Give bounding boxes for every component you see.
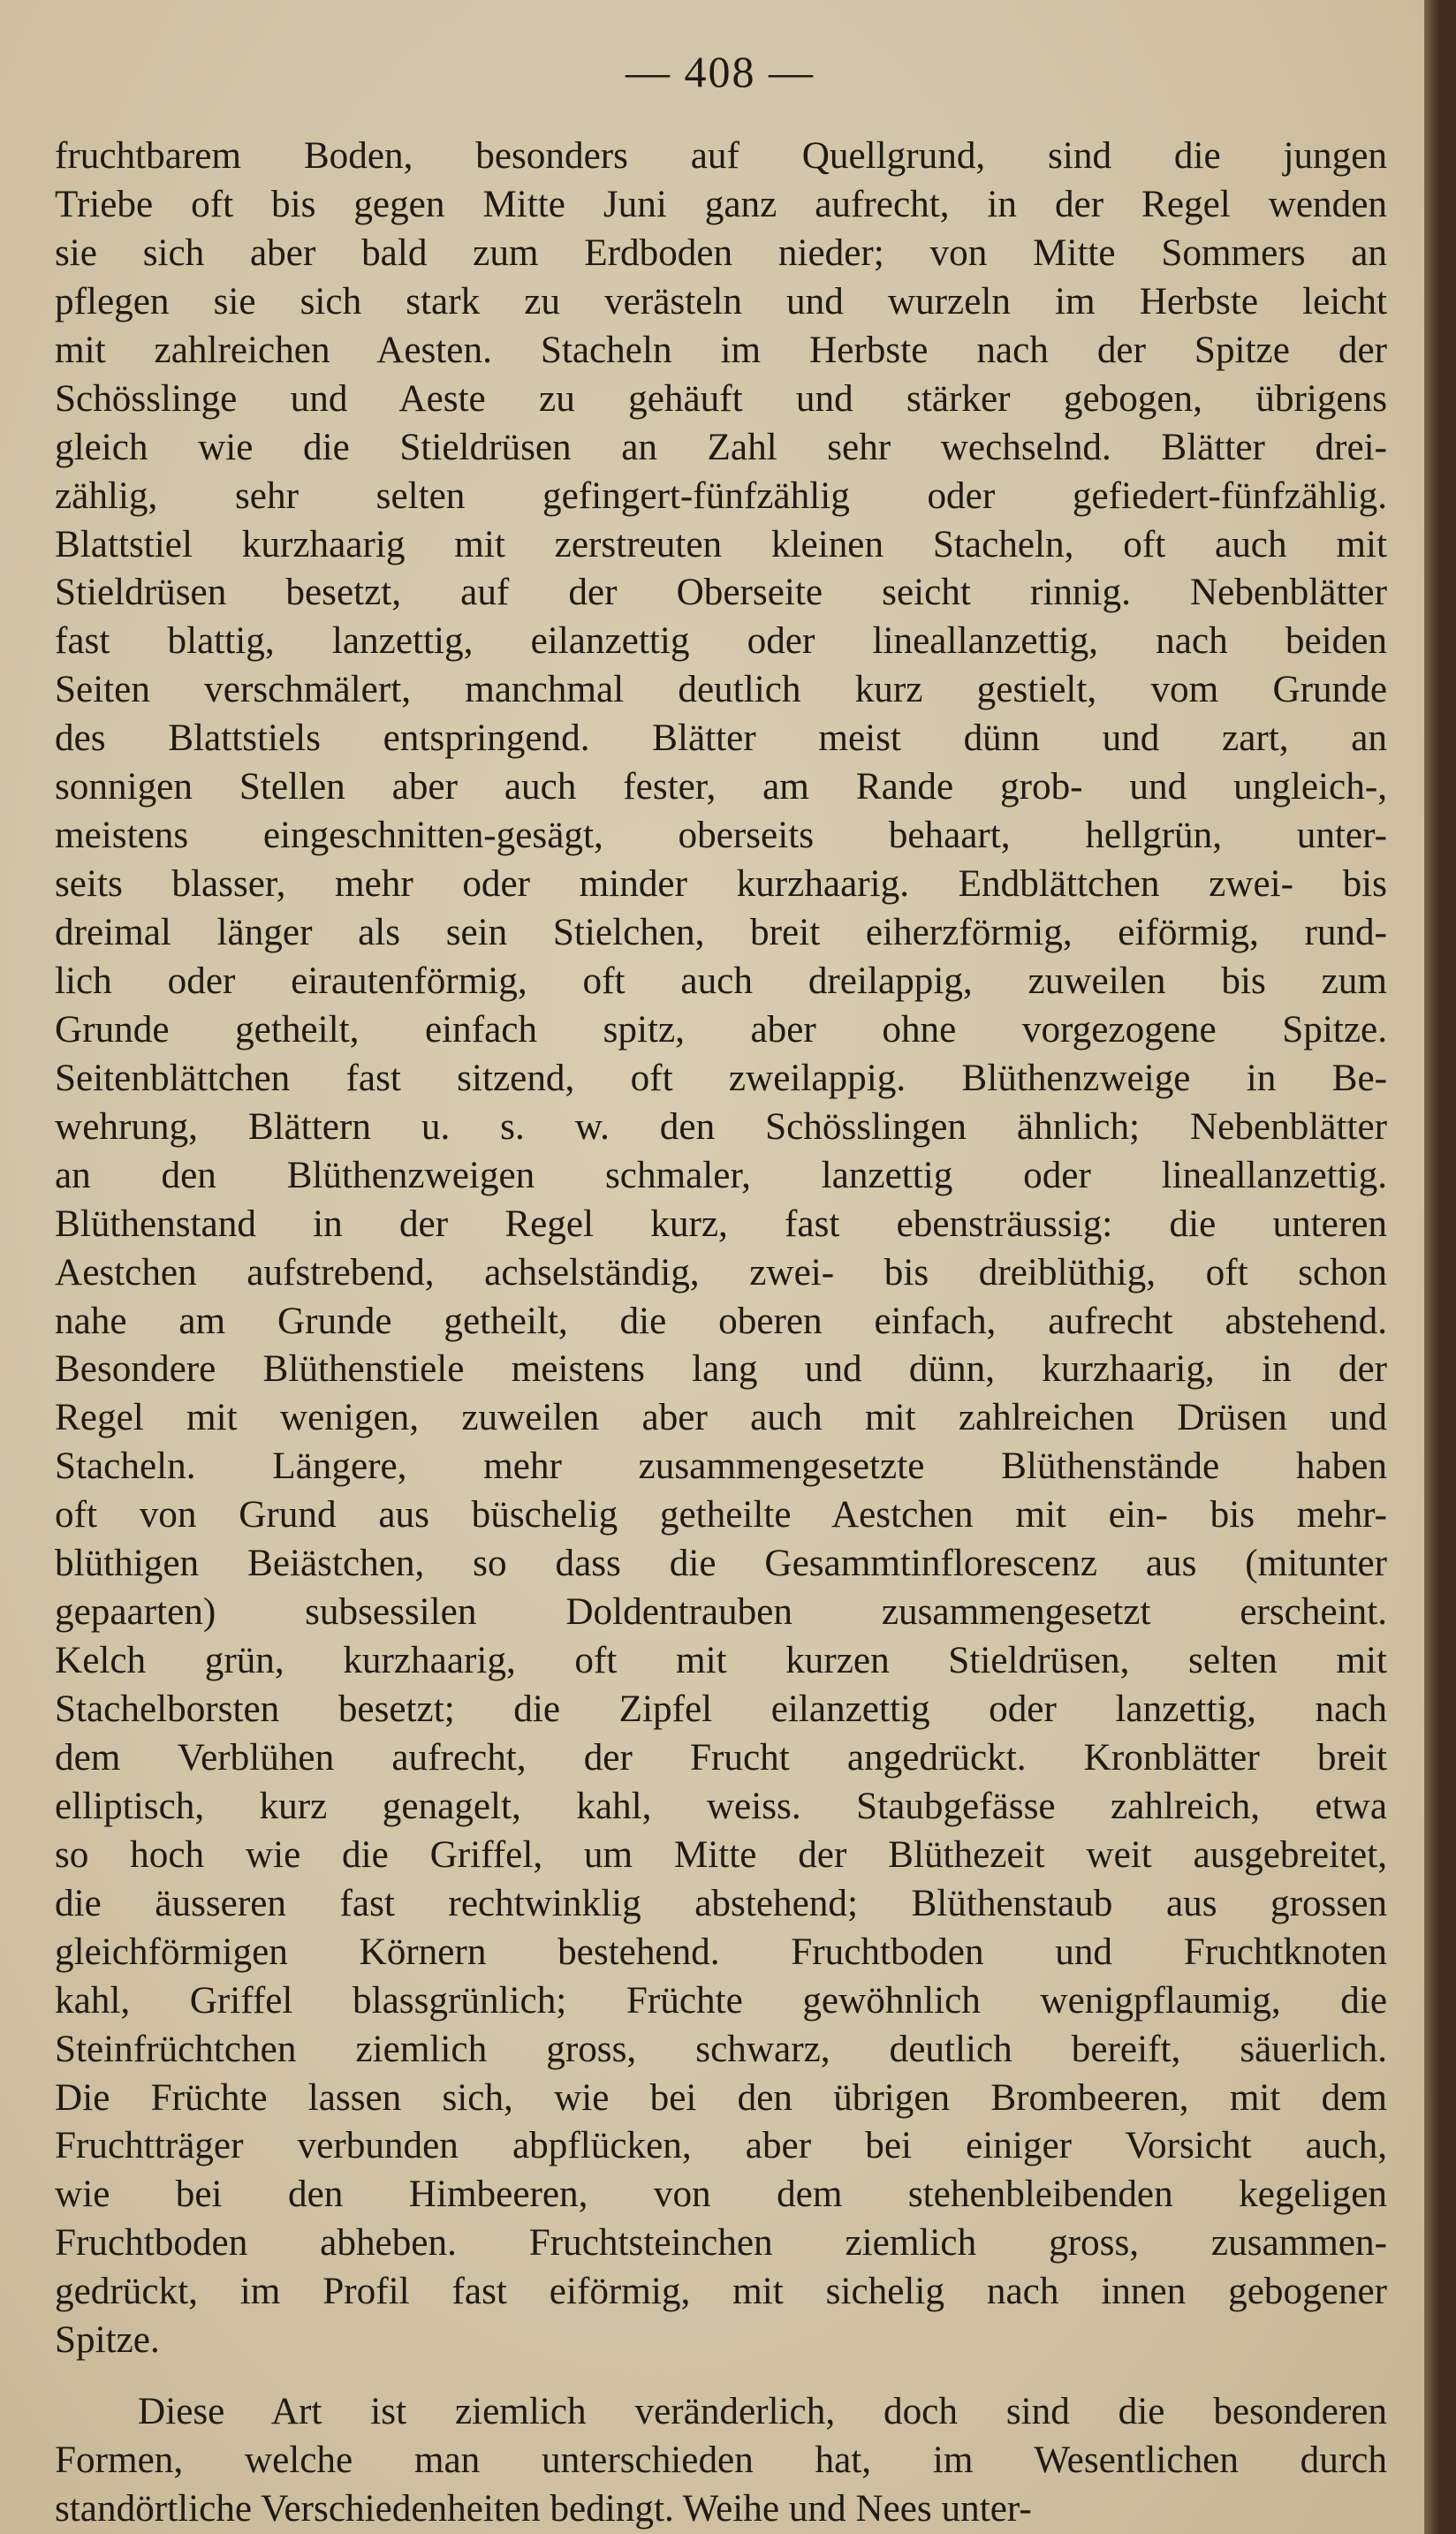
text-line: Stachelborsten besetzt; die Zipfel eilanzettig oder lanzettig, nach — [55, 1688, 1387, 1730]
text-line: gepaarten) subsessilen Doldentrauben zusammengesetzt erscheint. — [55, 1591, 1387, 1634]
text-line: zählig, sehr selten gefingert-fünfzählig oder gefiedert-fünfzählig. — [55, 474, 1387, 517]
text-line: gedrückt, im Profil fast eiförmig, mit sichelig nach innen gebogener — [55, 2271, 1387, 2313]
text-line: gleichförmigen Körnern bestehend. Fruchtboden und Fruchtknoten — [55, 1931, 1387, 1973]
text-line: Aestchen aufstrebend, achselständig, zwei- bis dreiblüthig, oft schon — [55, 1251, 1387, 1294]
text-line: standörtliche Verschiedenheiten bedingt. Weihe und Nees unter- — [55, 2488, 1032, 2530]
text-line: seits blasser, mehr oder minder kurzhaarig. Endblättchen zwei- bis — [55, 863, 1387, 906]
page-number: — 408 — — [626, 47, 815, 96]
text-line: Besondere Blüthenstiele meistens lang und dünn, kurzhaarig, in der — [55, 1348, 1387, 1391]
text-line: Spitze. — [55, 2319, 160, 2362]
text-line: Seiten verschmälert, manchmal deutlich kurz gestielt, vom Grunde — [55, 669, 1387, 711]
text-line: Fruchtträger verbunden abpflücken, aber bei einiger Vorsicht auch, — [55, 2125, 1387, 2167]
text-line: Steinfrüchtchen ziemlich gross, schwarz, deutlich bereift, säuerlich. — [55, 2028, 1387, 2070]
text-line: Blüthenstand in der Regel kurz, fast ebensträussig: die unteren — [55, 1203, 1387, 1245]
text-line: Kelch grün, kurzhaarig, oft mit kurzen Stieldrüsen, selten mit — [55, 1640, 1387, 1682]
text-line: an den Blüthenzweigen schmaler, lanzettig oder lineallanzettig. — [55, 1154, 1387, 1196]
body-text — [55, 133, 1387, 2534]
text-line: des Blattstiels entspringend. Blätter meist dünn und zart, an — [55, 717, 1387, 760]
text-line: dreimal länger als sein Stielchen, breit eiherzförmig, eiförmig, rund- — [55, 912, 1387, 953]
text-line: pflegen sie sich stark zu verästeln und wurzeln im Herbste leicht — [55, 280, 1387, 322]
text-line: nahe am Grunde getheilt, die oberen einfach, aufrecht abstehend. — [55, 1300, 1387, 1342]
text-line: Blattstiel kurzhaarig mit zerstreuten kleinen Stacheln, oft auch mit — [55, 523, 1387, 565]
text-line: meistens eingeschnitten-gesägt, oberseits behaart, hellgrün, unter- — [55, 815, 1387, 857]
text-line: wie bei den Himbeeren, von dem stehenbleibenden kegeligen — [55, 2174, 1387, 2216]
text-line: dem Verblühen aufrecht, der Frucht angedrückt. Kronblätter breit — [55, 1736, 1387, 1779]
text-line: sonnigen Stellen aber auch fester, am Rande grob- und ungleich-, — [55, 766, 1387, 808]
paragraph-description — [55, 133, 1387, 2365]
text-line: Stacheln. Längere, mehr zusammengesetzte Blüthenstände haben — [55, 1445, 1387, 1488]
paragraph-variability — [55, 2388, 1387, 2534]
text-line: kahl, Griffel blassgrünlich; Früchte gewöhnlich wenigpflaumig, die — [55, 1979, 1387, 2022]
text-line: Seitenblättchen fast sitzend, oft zweilappig. Blüthenzweige in Be- — [55, 1057, 1387, 1099]
text-line: fast blattig, lanzettig, eilanzettig oder lineallanzettig, nach beiden — [55, 620, 1387, 663]
text-line: oft von Grund aus büschelig getheilte Aestchen mit ein- bis mehr- — [55, 1494, 1387, 1536]
text-line: Grunde getheilt, einfach spitz, aber ohne vorgezogene Spitze. — [55, 1008, 1387, 1051]
text-line: lich oder eirautenförmig, oft auch dreilappig, zuweilen bis zum — [55, 960, 1387, 1002]
text-line: Triebe oft bis gegen Mitte Juni ganz aufrecht, in der Regel wenden — [55, 183, 1387, 225]
text-line: die äusseren fast rechtwinklig abstehend; Blüthenstaub aus grossen — [55, 1882, 1387, 1924]
text-line: elliptisch, kurz genagelt, kahl, weiss. Staubgefässe zahlreich, etwa — [55, 1785, 1387, 1827]
text-line: mit zahlreichen Aesten. Stacheln im Herbste nach der Spitze der — [55, 329, 1387, 371]
text-line: blüthigen Beiästchen, so dass die Gesammtinflorescenz aus (mitunter — [55, 1543, 1387, 1585]
text-line: Diese Art ist ziemlich veränderlich, doch sind die besonderen — [138, 2391, 1387, 2433]
text-line: Stieldrüsen besetzt, auf der Oberseite seicht rinnig. Nebenblätter — [55, 572, 1387, 614]
text-line: fruchtbarem Boden, besonders auf Quellgrund, sind die jungen — [55, 135, 1387, 177]
text-line: Schösslinge und Aeste zu gehäuft und stärker gebogen, übrigens — [55, 377, 1387, 420]
text-line: Die Früchte lassen sich, wie bei den übrigen Brombeeren, mit dem — [55, 2076, 1387, 2119]
text-line: wehrung, Blättern u. s. w. den Schösslingen ähnlich; Nebenblätter — [55, 1105, 1387, 1148]
text-line: Fruchtboden abheben. Fruchtsteinchen ziemlich gross, zusammen- — [55, 2222, 1387, 2265]
text-line: sie sich aber bald zum Erdboden nieder; von Mitte Sommers an — [55, 231, 1387, 274]
text-line: so hoch wie die Griffel, um Mitte der Blüthezeit weit ausgebreitet, — [55, 1833, 1387, 1876]
text-line: Regel mit wenigen, zuweilen aber auch mit zahlreichen Drüsen und — [55, 1397, 1387, 1439]
page-edge-shadow — [1424, 0, 1440, 2534]
text-line: Formen, welche man unterschieden hat, im Wesentlichen durch — [55, 2439, 1387, 2482]
text-line: gleich wie die Stieldrüsen an Zahl sehr wechselnd. Blätter drei- — [55, 426, 1387, 468]
